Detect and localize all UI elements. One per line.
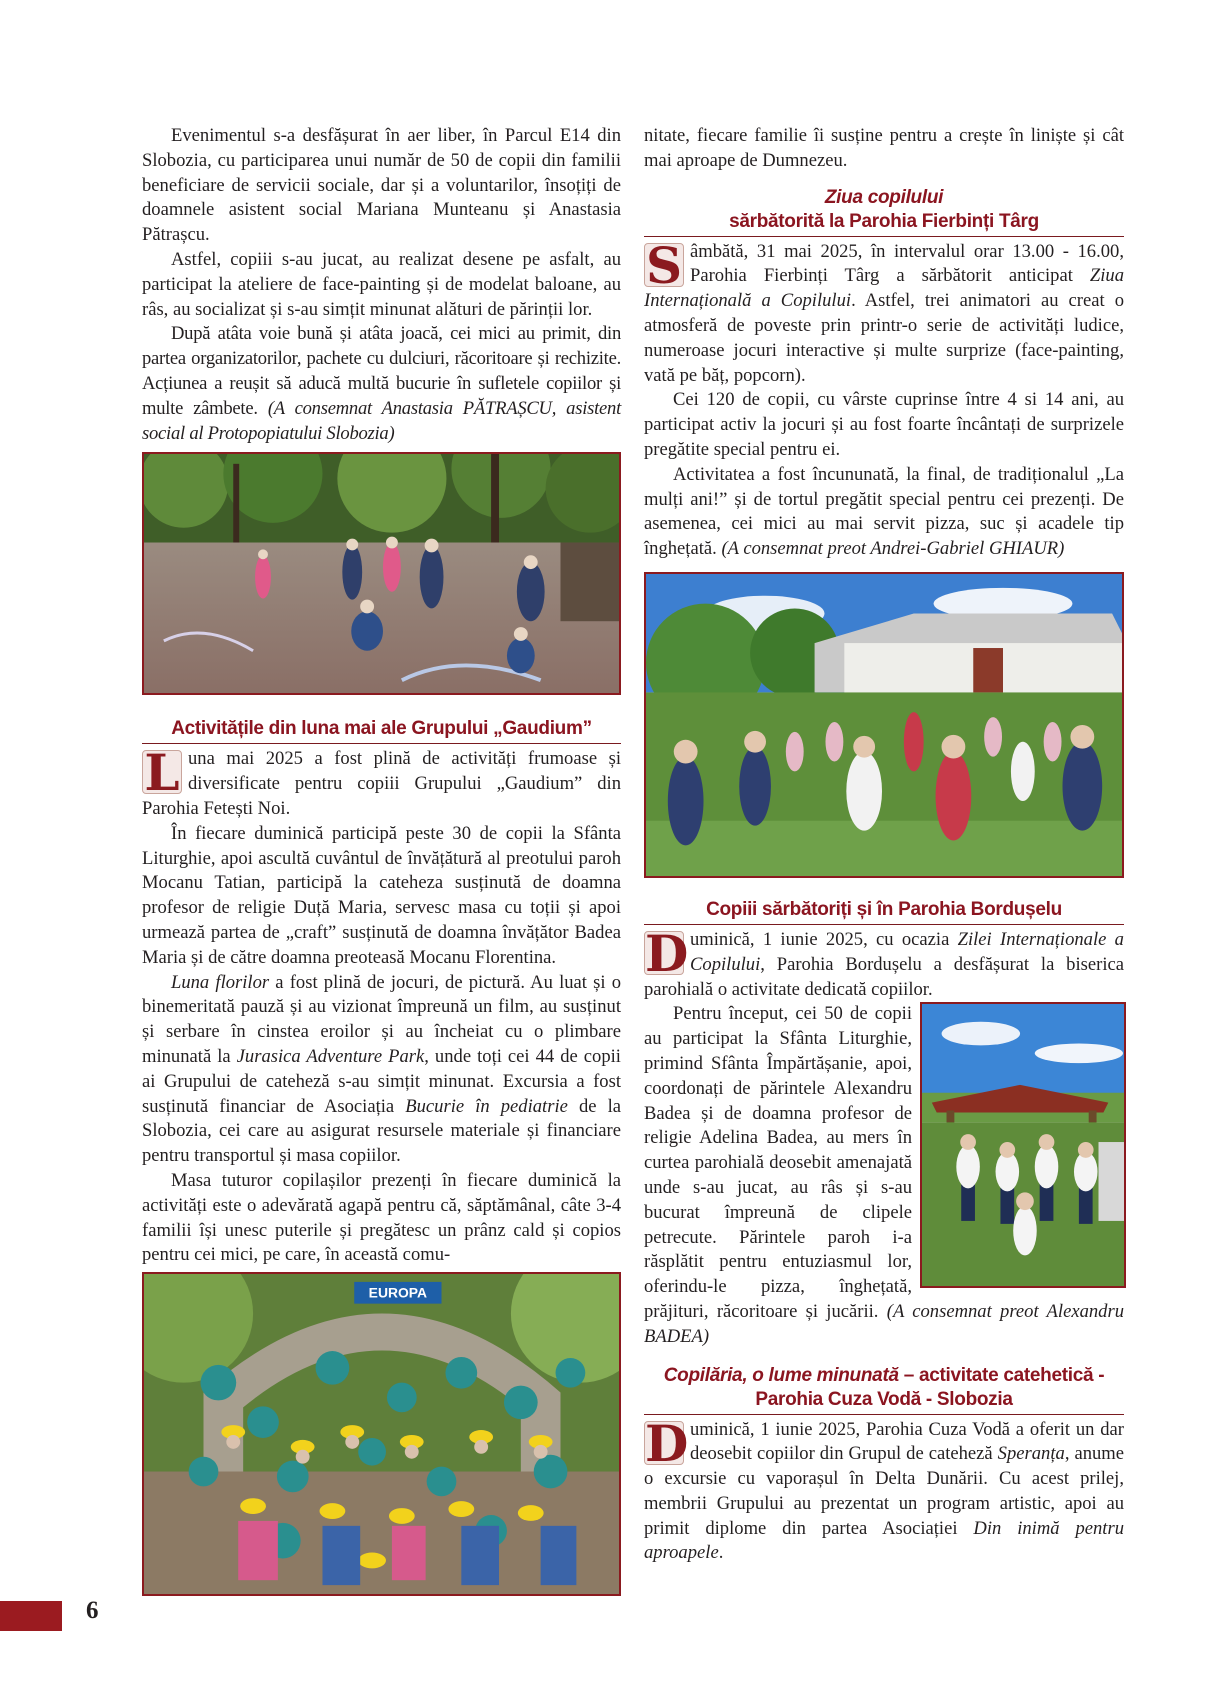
gaudium-paragraph-4: Masa tuturor copilașilor prezenți în fiecare duminică la activități este o adevărată agapă pentru că, săptămânal, câte 3-4 familii își unesc puterile și pregătesc un prânz cald și copios pentru cei mici, pe care, în această comu- xyxy=(142,1169,621,1266)
intro-paragraph-1: Evenimentul s-a desfășurat în aer liber, în Parcul E14 din Slobozia, cu participarea unui număr de 50 de copii din familii beneficiare de servicii sociale, dar și a voluntarilor, însoțiți de doamnele asistent social Mariana Munteanu și Anastasia Pătrașcu. xyxy=(142,125,621,246)
gaudium-paragraph-3 xyxy=(142,971,621,1169)
fierbinti-p1-a: âmbătă, 31 mai 2025, în intervalul orar 13.00 - 16.00, Parohia Fierbinți Târg a sărbătorit anticipat xyxy=(690,240,1124,287)
park-name-italic: Jurasica Adventure Park xyxy=(236,1045,425,1067)
association-name-italic: Bucurie în pediatrie xyxy=(405,1095,568,1117)
fierbinti-p3-text: Activitatea a fost încununată, la final, de tradiționalul „La mulți ani!” și de tortul pregătit special pentru cei prezenți. De asemenea, cei mici au mai servit pizza, suc și acadele tip înghețată. xyxy=(644,463,1124,560)
bordusel-p1-a: uminică, 1 iunie 2025, cu ocazia xyxy=(690,928,958,950)
intro-paragraph-2: Astfel, copiii s-au jucat, au realizat desene pe asfalt, au participat la ateliere de face-painting și de modelat baloane, au râs, au socializat și s-au simțit minunat alături de părinții lor. xyxy=(142,248,621,320)
fierbinti-credit: (A consemnat preot Andrei-Gabriel GHIAUR) xyxy=(721,538,1065,560)
dino-park-photo xyxy=(142,1272,621,1596)
dropcap-l: L xyxy=(142,750,182,794)
left-column xyxy=(142,124,621,1596)
fierbinti-p1-b: . Astfel, trei animatori au creat o atmosferă de poveste prin printr-o serie de activități ludice, numeroase jocuri interactive și multe surprize (face-painting, vată pe băț, popcorn). xyxy=(644,290,1124,386)
fierbinti-paragraph-1 xyxy=(644,235,1124,389)
gaudium-paragraph-1 xyxy=(142,743,621,821)
cuza-p1-italic-2: Din inimă pentru aproapele xyxy=(644,1517,1124,1564)
gaudium-paragraph-1-text: una mai 2025 a fost plină de activități frumoase și diversificate pentru copiii Grupului „Gaudium” din Parohia Fetești Noi. xyxy=(142,748,621,819)
gaudium-paragraph-2: În fiecare duminică participă peste 30 de copii la Sfânta Liturghie, apoi ascultă cuvântul de învățătură al preotului paroh Mocanu Tatian, participă la cateheza susținută de doamna profesor de religie Duță Maria, servesc masa cu toții și apoi urmează partea de „craft” susținută de doamna învățător Badea Maria și de către doamna preoteasă Mocanu Florentina. xyxy=(142,822,621,968)
fierbinti-p1-italic: Ziua Internațională a Copilului xyxy=(644,265,1124,312)
fierbinti-heading-rest: sărbătorită la Parohia Fierbinți Târg xyxy=(729,210,1039,232)
bordusel-credit: (A consemnat preot Alexandru BADEA) xyxy=(644,1300,1125,1347)
bordusel-photo xyxy=(920,1002,1126,1288)
park-photo xyxy=(142,452,621,695)
cuza-p1-a: uminică, 1 iunie 2025, Parohia Cuza Vodă a oferit un dar deosebit copiilor din Grupul de cateheză xyxy=(690,1418,1124,1465)
bordusel-p1-b: , Parohia Bordușelu a desfășurat la biserica parohială o activitate dedicată copiilor. xyxy=(644,953,1124,1000)
luna-text-1: a fost plină de jocuri, de pictură. Au luat și o binemeritată pauză și au vizionat împreună un film, au susținut și serbare în cinstea eroilor și au încheiat cu o plimbare minunată la xyxy=(142,971,621,1067)
cuza-paragraph-1 xyxy=(644,1413,1125,1567)
cuza-heading xyxy=(644,1364,1124,1415)
luna-text-3: de la Slobozia, cei care au asigurat resursele materiale și financiare pentru transportul și masa copiilor. xyxy=(142,1095,622,1167)
luna-text-2: , unde toți cei 44 de copii ai Grupului de cateheză s-au simțit minunat. Excursia a fost susținută financiar de Asociația xyxy=(142,1045,621,1117)
dropcap-d-2: D xyxy=(645,1413,689,1473)
luna-florilor-italic: Luna florilor xyxy=(171,971,270,993)
bordusel-p2-text: Pentru început, cei 50 de copii au participat la Sfânta Liturghie, primind Sfânta Împărtășanie, apoi, coordonați de părintele Alexandru Badea și de doamna profesor de religie Adelina Badea, au mers în curtea parohială deosebit amenajată unde s-au jucat, au râs și s-au bucurat împreună de clipele petrecute. Părintele paroh i-a răsplătit pentru entuziasmul lor, oferindu-le pizza, înghețată, prăjituri, răcoritoare și jucării. xyxy=(644,1003,912,1322)
fierbinti-paragraph-2: Cei 120 de copii, cu vârste cuprinse între 4 si 14 ani, au participat activ la jocuri și au fost foarte încântați de surprizele pregătite special pentru ei. xyxy=(644,389,1124,460)
dropcap-s: S xyxy=(645,235,683,295)
intro-credit: (A consemnat Anastasia PĂTRAȘCU, asistent social al Protopopiatului Slobozia) xyxy=(142,397,621,444)
continuation-paragraph: nitate, fiecare familie îi susține pentru a crește în liniște și cât mai aproape de Dumnezeu. xyxy=(644,125,1124,171)
church-photo xyxy=(644,572,1124,878)
cuza-p1-b: , anume o excursie cu vaporașul în Delta Dunării. Cu acest prilej, membrii Grupului au prezentat un program artistic, apoi au primit diplome din partea Asociației xyxy=(644,1443,1125,1539)
right-column xyxy=(644,124,1124,1566)
bordusel-p1-italic: Zilei Internaționale a Copilului xyxy=(690,928,1124,975)
gaudium-heading: Activitățile din luna mai ale Grupului „Gaudium” xyxy=(142,717,621,744)
cuza-heading-italic: Copilăria, o lume minunată xyxy=(663,1364,899,1386)
dropcap-d-1: D xyxy=(645,923,689,983)
cuza-p1-c: . xyxy=(718,1542,724,1564)
bordusel-paragraph-1 xyxy=(644,923,1124,1002)
fierbinti-heading-italic: Ziua copilului xyxy=(824,186,944,208)
page-number-bar xyxy=(0,1601,62,1631)
page-number: 6 xyxy=(86,1597,99,1624)
cuza-p1-italic-1: Speranța xyxy=(997,1443,1065,1465)
fierbinti-heading xyxy=(644,186,1124,237)
cuza-heading-rest: – activitate catehetică - Parohia Cuza Vodă - Slobozia xyxy=(755,1364,1105,1410)
intro-paragraph-3 xyxy=(142,322,621,446)
bordusel-heading: Copiii sărbătoriți și în Parohia Bordușelu xyxy=(644,898,1124,925)
europa-sign-text: EUROPA xyxy=(368,1284,428,1301)
fierbinti-paragraph-3 xyxy=(644,463,1124,562)
intro-paragraph-3-text: După atâta voie bună și atâta joacă, cei mici au primit, din partea organizatorilor, pachete cu dulciuri, răcoritoare și rechizite. Acțiunea a reușit să aducă multă bucurie în sufletele copiilor și multe zâmbete. xyxy=(142,323,621,419)
